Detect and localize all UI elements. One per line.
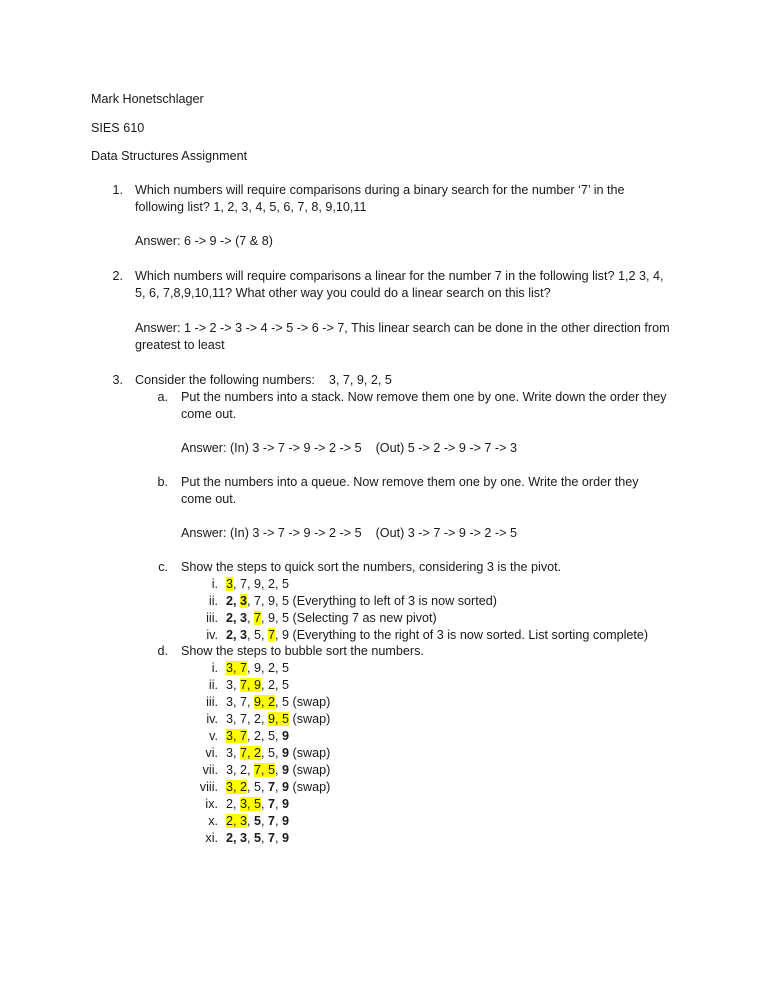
step-text: 9 [282, 729, 290, 743]
step-text: , [247, 831, 255, 845]
q1-text-line1: Which numbers will require comparisons during a binary search for the number ‘7’ in the [135, 183, 625, 197]
highlighted-values: 3, 5 [240, 797, 262, 811]
step-text: , 2, 5, [247, 729, 283, 743]
q3b-text-line2: come out. [181, 492, 237, 506]
assignment-title: Data Structures Assignment [91, 149, 248, 163]
highlighted-values: 7, 9 [240, 678, 262, 692]
q2-number: 2. [112, 269, 123, 283]
highlighted-values: 9, 5 [268, 712, 290, 726]
quick-sort-step [226, 627, 648, 644]
bubble-sort-step-number: iii. [206, 695, 218, 709]
highlighted-values: 3, 7 [226, 729, 248, 743]
step-text: 9 [282, 797, 290, 811]
step-text: , 5, [247, 780, 269, 794]
q3b-answer: Answer: (In) 3 -> 7 -> 9 -> 2 -> 5 (Out) 3 -> 7 -> 9 -> 2 -> 5 [181, 526, 517, 540]
step-text: 3, 7, [226, 695, 255, 709]
highlighted-values: 2, 3 [226, 814, 248, 828]
bubble-sort-step [226, 813, 289, 830]
step-text: , [247, 814, 255, 828]
q3b-label: b. [157, 475, 168, 489]
bubble-sort-step [226, 762, 330, 779]
bubble-sort-step [226, 660, 289, 677]
step-text: , 7, 9, 2, 5 [233, 577, 290, 591]
step-text: 7 [268, 797, 276, 811]
step-text: , [275, 814, 283, 828]
bubble-sort-step-number: xi. [205, 831, 218, 845]
step-text: , [275, 763, 283, 777]
highlighted-values: 3, 2 [226, 780, 248, 794]
bubble-sort-step-number: v. [209, 729, 218, 743]
step-text: , 9 (Everything to the right of 3 is now sorted. List sorting complete) [275, 628, 649, 642]
q3-intro: Consider the following numbers: 3, 7, 9, 2, 5 [135, 373, 392, 387]
bubble-sort-step [226, 694, 330, 711]
highlighted-values: 9, 2 [254, 695, 276, 709]
quick-sort-step-number: ii. [208, 594, 218, 608]
bubble-sort-step [226, 745, 330, 762]
step-text: 2, [226, 594, 241, 608]
step-text: , 9, 5 (Selecting 7 as new pivot) [261, 611, 437, 625]
q3a-text-line1: Put the numbers into a stack. Now remove them one by one. Write down the order they [181, 390, 667, 404]
bubble-sort-step-number: i. [211, 661, 218, 675]
q3d-label: d. [157, 644, 168, 658]
q3-number: 3. [112, 373, 123, 387]
quick-sort-step-number: iii. [206, 611, 218, 625]
q2-answer-line2: greatest to least [135, 338, 225, 352]
step-text: 9 [282, 831, 290, 845]
q1-answer: Answer: 6 -> 9 -> (7 & 8) [135, 234, 273, 248]
bubble-sort-step-number: ix. [205, 797, 218, 811]
step-text: , 9, 2, 5 [247, 661, 290, 675]
step-text: 7 [268, 780, 276, 794]
step-text: 3, 2, [226, 763, 255, 777]
step-text: (swap) [289, 712, 331, 726]
highlighted-values: 7, 5 [254, 763, 276, 777]
highlighted-values: 3, 7 [226, 661, 248, 675]
bubble-sort-step [226, 796, 289, 813]
bubble-sort-step-number: viii. [199, 780, 218, 794]
bubble-sort-step-number: iv. [206, 712, 218, 726]
q2-text-line1: Which numbers will require comparisons a linear for the number 7 in the following list? 1,2 3, 4, [135, 269, 664, 283]
step-text: 2, 3 [226, 831, 248, 845]
q3c-text: Show the steps to quick sort the numbers, considering 3 is the pivot. [181, 560, 562, 574]
q3a-text-line2: come out. [181, 407, 237, 421]
quick-sort-step-number: iv. [206, 628, 218, 642]
step-text: , 5, [261, 746, 283, 760]
step-text: 2, 3 [226, 611, 248, 625]
bubble-sort-step [226, 728, 289, 745]
step-text: 9 [282, 746, 290, 760]
step-text: , 2, 5 [261, 678, 290, 692]
bubble-sort-step-number: vii. [202, 763, 218, 777]
highlighted-values: 7, 2 [240, 746, 262, 760]
step-text: 5 [254, 814, 262, 828]
q1-text-line2: following list? 1, 2, 3, 4, 5, 6, 7, 8, 9,10,11 [135, 200, 367, 214]
step-text: , [275, 831, 283, 845]
q3b-text-line1: Put the numbers into a queue. Now remove them one by one. Write the order they [181, 475, 639, 489]
author-name: Mark Honetschlager [91, 92, 204, 106]
q2-answer-line1: Answer: 1 -> 2 -> 3 -> 4 -> 5 -> 6 -> 7, This linear search can be done in the other direction from [135, 321, 670, 335]
bubble-sort-step-number: vi. [205, 746, 218, 760]
q3d-text: Show the steps to bubble sort the numbers. [181, 644, 424, 658]
q3a-answer: Answer: (In) 3 -> 7 -> 9 -> 2 -> 5 (Out) 5 -> 2 -> 9 -> 7 -> 3 [181, 441, 517, 455]
highlighted-values: 7 [268, 628, 276, 642]
quick-sort-step-number: i. [211, 577, 218, 591]
step-text: (swap) [289, 746, 331, 760]
bubble-sort-step-number: ii. [208, 678, 218, 692]
highlighted-values: 3 [240, 594, 248, 608]
q3a-label: a. [157, 390, 168, 404]
step-text: 9 [282, 763, 290, 777]
q1-number: 1. [112, 183, 123, 197]
step-text: , 5 (swap) [275, 695, 331, 709]
step-text: , [261, 814, 269, 828]
bubble-sort-step [226, 677, 289, 694]
step-text: , 5, [247, 628, 269, 642]
course-code: SIES 610 [91, 121, 145, 135]
quick-sort-step [226, 593, 497, 610]
highlighted-values: 7 [254, 611, 262, 625]
quick-sort-step [226, 610, 437, 627]
step-text: 3, [226, 746, 241, 760]
step-text: , [247, 611, 255, 625]
step-text: 3, 7, 2, [226, 712, 269, 726]
step-text: (swap) [289, 763, 331, 777]
step-text: 3, [226, 678, 241, 692]
bubble-sort-step [226, 779, 330, 796]
step-text: 2, 3 [226, 628, 248, 642]
quick-sort-step [226, 576, 289, 593]
bubble-sort-step [226, 830, 289, 847]
step-text: , [275, 797, 283, 811]
q2-text-line2: 5, 6, 7,8,9,10,11? What other way you could do a linear search on this list? [135, 286, 551, 300]
step-text: (swap) [289, 780, 331, 794]
bubble-sort-step-number: x. [208, 814, 218, 828]
bubble-sort-step [226, 711, 330, 728]
q3c-label: c. [158, 560, 168, 574]
step-text: , [261, 797, 269, 811]
step-text: 9 [282, 780, 290, 794]
step-text: 9 [282, 814, 290, 828]
step-text: 5 [254, 831, 262, 845]
step-text: , [261, 831, 269, 845]
highlighted-values: 3 [226, 577, 234, 591]
step-text: , 7, 9, 5 (Everything to left of 3 is now sorted) [247, 594, 497, 608]
step-text: 7 [268, 831, 276, 845]
step-text: 2, [226, 797, 241, 811]
step-text: , [275, 780, 283, 794]
step-text: 7 [268, 814, 276, 828]
